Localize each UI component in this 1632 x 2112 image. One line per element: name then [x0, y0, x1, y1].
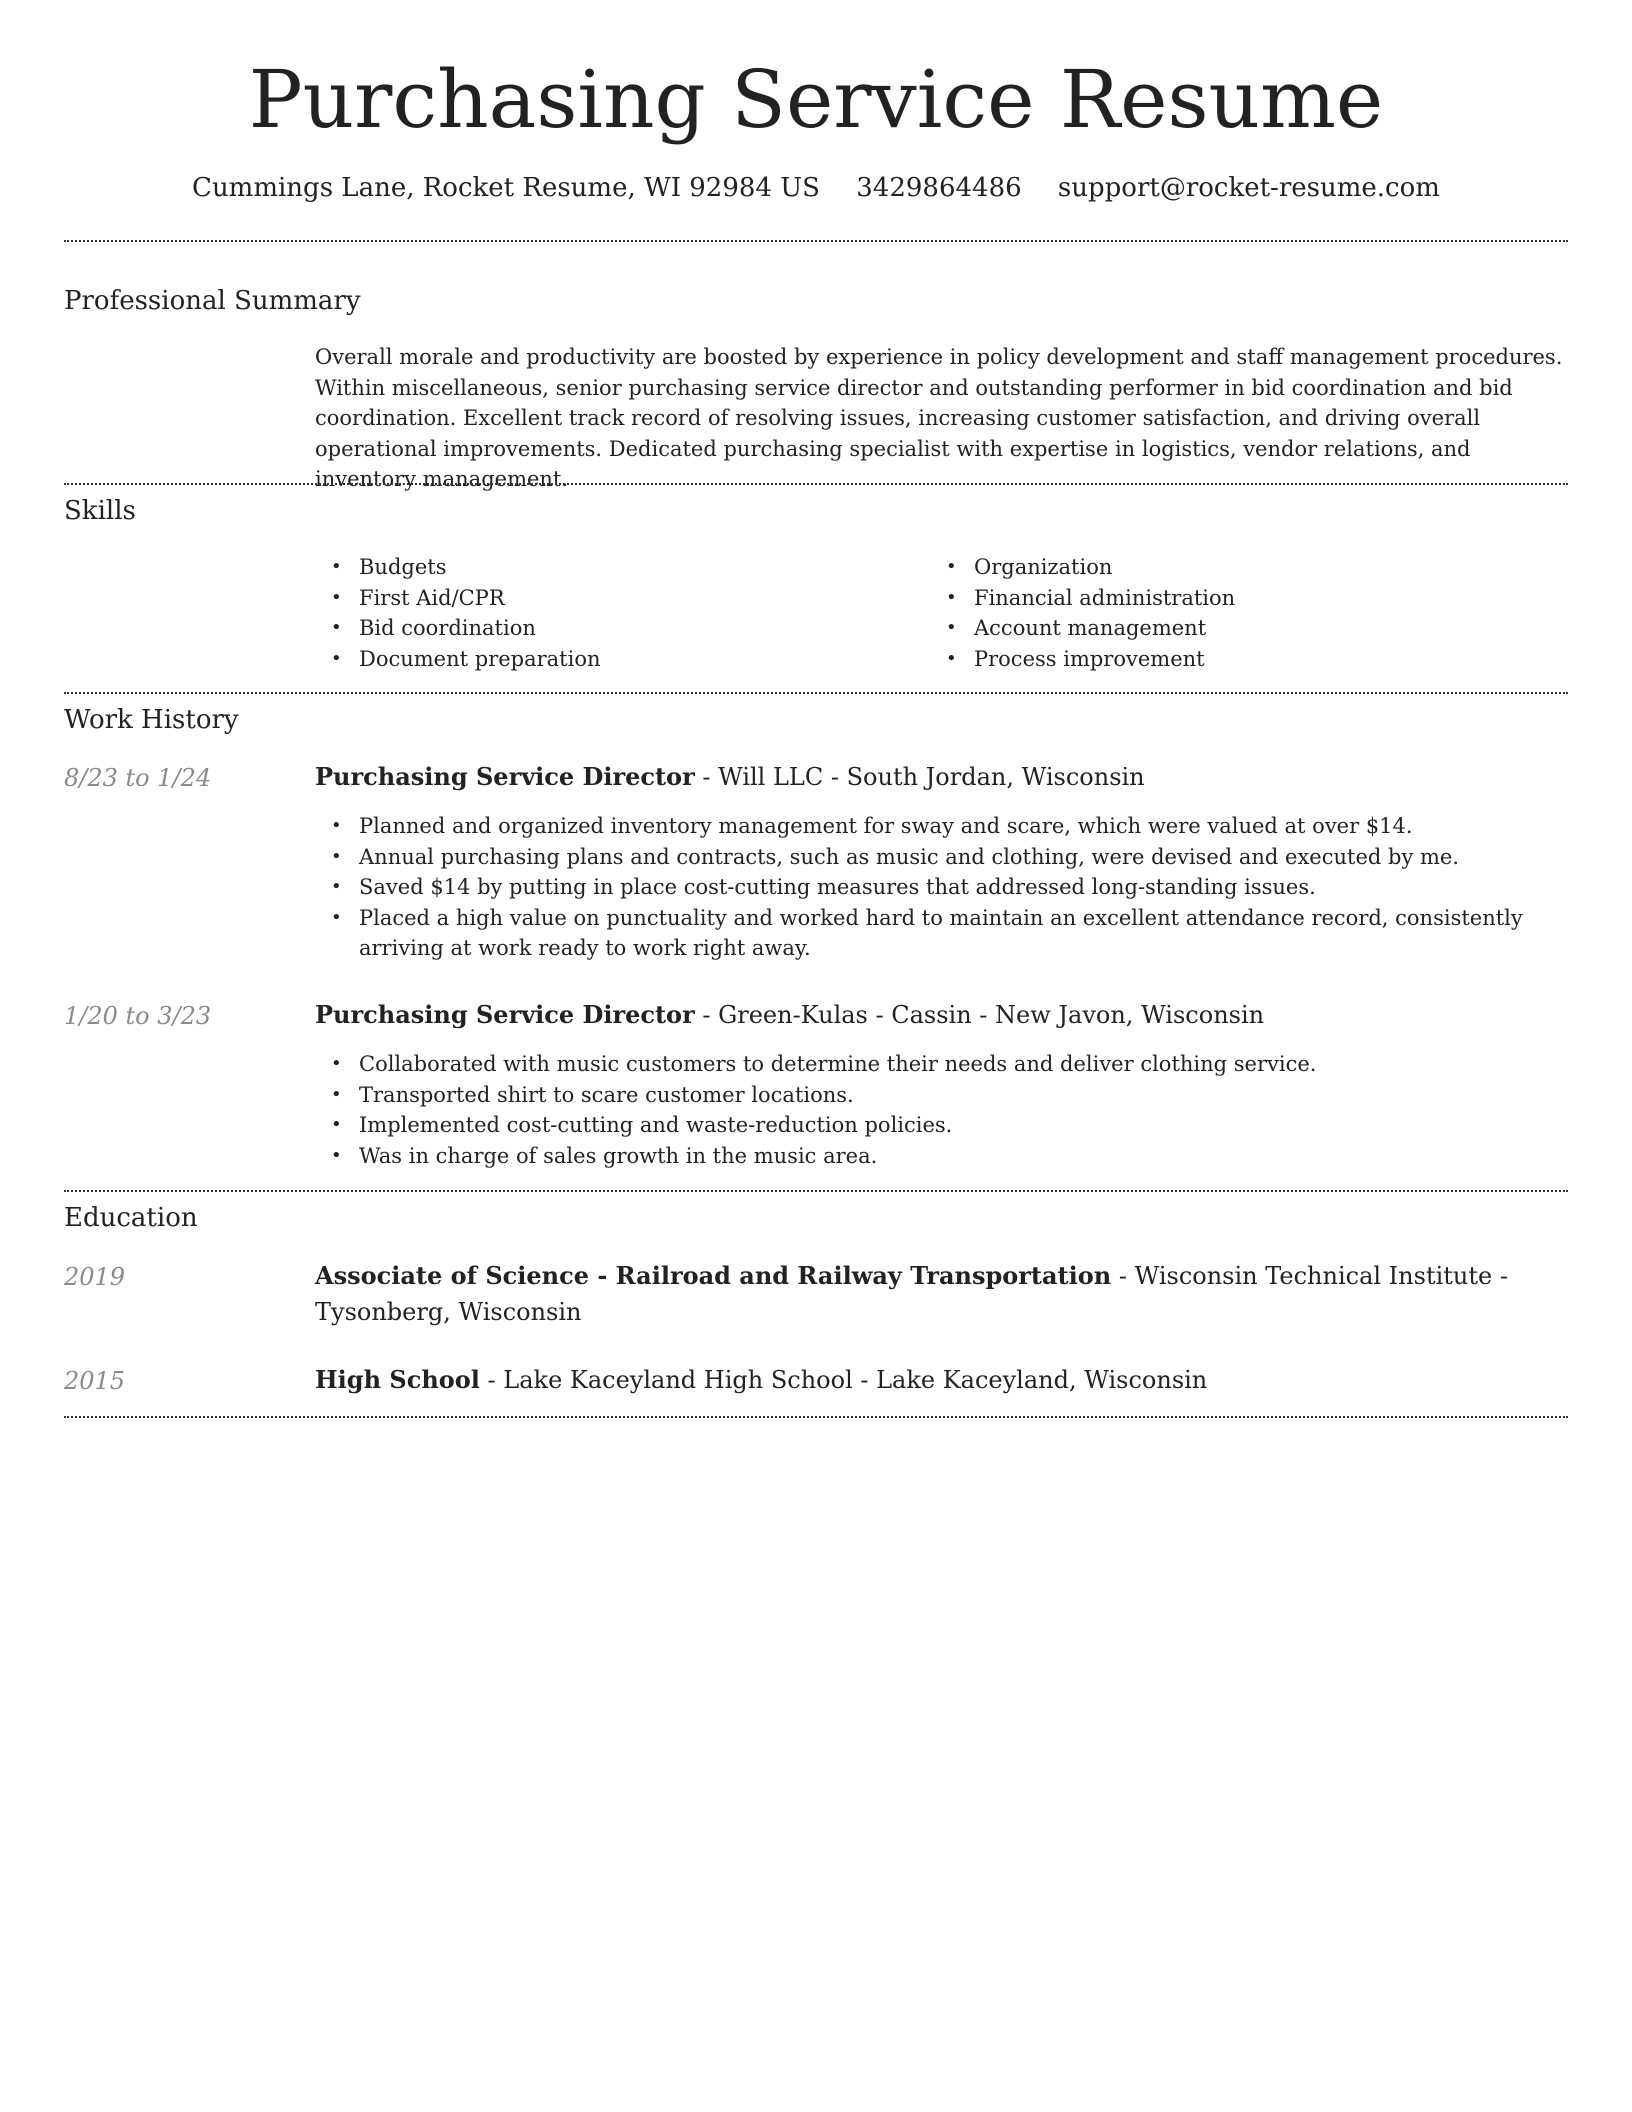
skill-item: • Document preparation	[315, 644, 930, 675]
section-heading-work-history: Work History	[64, 705, 239, 735]
divider	[64, 1416, 1568, 1418]
job-bullet: • Implemented cost-cutting and waste-reduction policies.	[315, 1110, 1568, 1141]
skill-item: • Process improvement	[930, 644, 1545, 675]
job-bullets	[315, 811, 1568, 964]
job-title-line	[315, 759, 1568, 795]
education-degree: High School	[315, 1365, 480, 1394]
education-line	[315, 1258, 1568, 1330]
summary-text: Overall morale and productivity are boosted by experience in policy development and staff management procedures. Within miscellaneous, senior purchasing service director and outstanding performer in bid coordination and bid coordination. Excellent track record of resolving issues, increasing customer satisfaction, and driving overall operational improvements. Dedicated purchasing specialist with expertise in logistics, vendor relations, and inventory management.	[315, 345, 1563, 491]
job-bullet: • Saved $14 by putting in place cost-cutting measures that addressed long-standing issues.	[315, 872, 1568, 903]
skill-item: • First Aid/CPR	[315, 583, 930, 614]
skills-column-right	[930, 552, 1545, 674]
job-bullet: • Collaborated with music customers to determine their needs and deliver clothing service.	[315, 1049, 1568, 1080]
skills-list	[315, 552, 1568, 674]
job-bullets	[315, 1049, 1568, 1171]
section-heading-education: Education	[64, 1203, 198, 1233]
job-bullet: • Annual purchasing plans and contracts, such as music and clothing, were devised and executed by me.	[315, 842, 1568, 873]
education-year: 2019	[64, 1263, 126, 1291]
divider	[64, 483, 1568, 485]
skill-item: • Budgets	[315, 552, 930, 583]
job-title-line	[315, 997, 1568, 1033]
contact-phone: 3429864486	[856, 173, 1022, 203]
job-bullet: • Placed a high value on punctuality and worked hard to maintain an excellent attendance record, consistently arriving at work ready to work right away.	[315, 903, 1568, 964]
education-school: - Lake Kaceyland High School - Lake Kaceyland, Wisconsin	[479, 1366, 1208, 1394]
education-line	[315, 1362, 1568, 1398]
contact-line	[64, 170, 1568, 206]
job-employer: - Green-Kulas - Cassin - New Javon, Wisconsin	[694, 1001, 1265, 1029]
resume-page	[64, 0, 1568, 2112]
job-bullet: • Was in charge of sales growth in the music area.	[315, 1141, 1568, 1172]
job-bullet: • Planned and organized inventory management for sway and scare, which were valued at over $14.	[315, 811, 1568, 842]
divider	[64, 1190, 1568, 1192]
skill-item: • Account management	[930, 613, 1545, 644]
job-bullet: • Transported shirt to scare customer locations.	[315, 1080, 1568, 1111]
contact-email: support@rocket-resume.com	[1057, 173, 1440, 203]
divider	[64, 692, 1568, 694]
skill-item: • Organization	[930, 552, 1545, 583]
job-dates: 1/20 to 3/23	[64, 1002, 212, 1030]
contact-address: Cummings Lane, Rocket Resume, WI 92984 US	[192, 173, 820, 203]
divider	[64, 240, 1568, 242]
job-role: Purchasing Service Director	[315, 1000, 695, 1029]
education-degree: Associate of Science - Railroad and Railway Transportation	[315, 1261, 1112, 1290]
skill-item: • Bid coordination	[315, 613, 930, 644]
section-heading-summary: Professional Summary	[64, 286, 361, 316]
skills-column-left	[315, 552, 930, 674]
job-dates: 8/23 to 1/24	[64, 764, 212, 792]
job-role: Purchasing Service Director	[315, 762, 695, 791]
education-school: - Wisconsin Technical Institute - Tysonberg, Wisconsin	[315, 1262, 1508, 1326]
skill-item: • Financial administration	[930, 583, 1545, 614]
resume-title: Purchasing Service Resume	[248, 53, 1384, 146]
education-year: 2015	[64, 1367, 126, 1395]
section-heading-skills: Skills	[64, 496, 136, 526]
job-employer: - Will LLC - South Jordan, Wisconsin	[694, 763, 1145, 791]
